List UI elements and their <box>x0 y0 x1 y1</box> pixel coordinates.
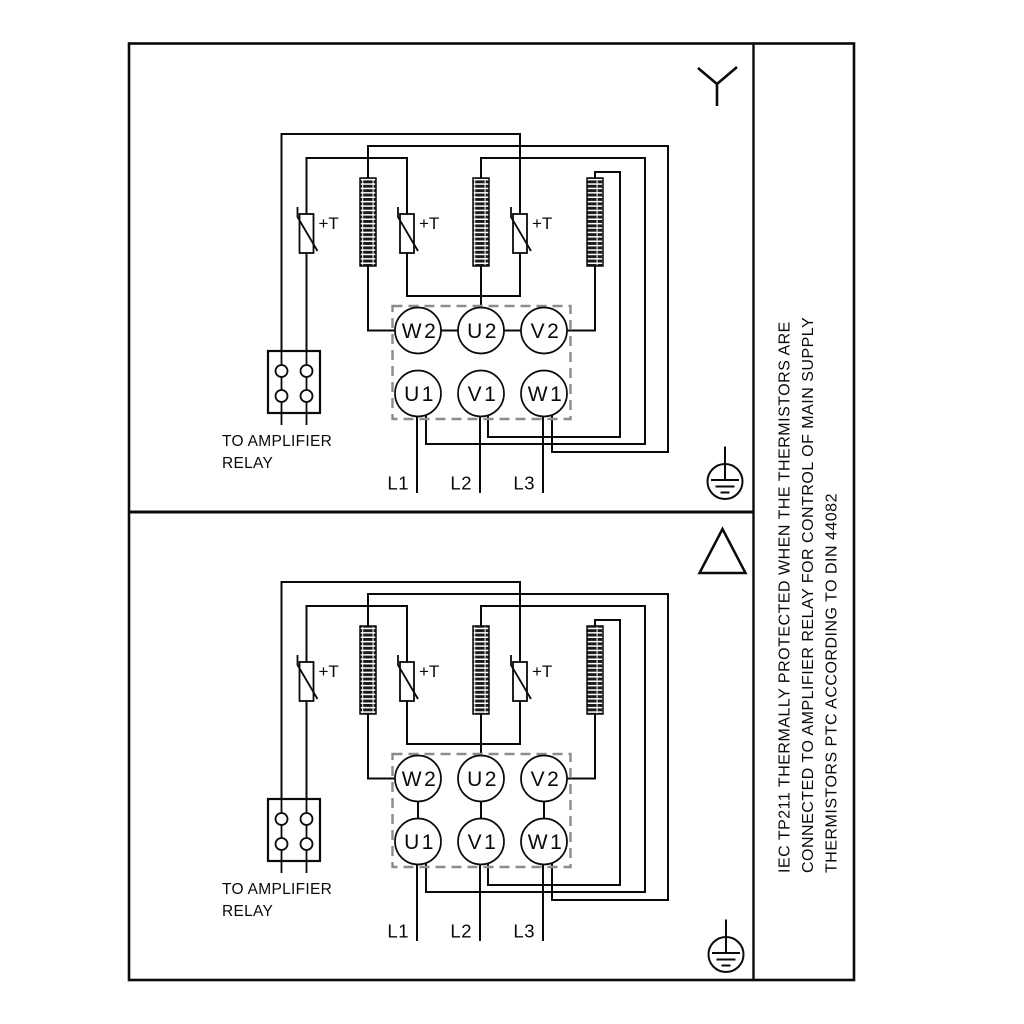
thermistor-label: +T <box>532 214 553 233</box>
terminal-label: V2 <box>530 320 562 343</box>
earth-ground-icon <box>709 920 744 973</box>
supply-line-label-l2: L2 <box>450 920 472 942</box>
thermistor-icon-3 <box>511 207 531 253</box>
terminal-label: V2 <box>530 768 562 791</box>
amplifier-relay-terminals <box>268 351 320 426</box>
star-connection-icon <box>698 67 737 106</box>
terminal-label: W1 <box>527 831 565 854</box>
thermistor-label: +T <box>318 214 339 233</box>
supply-line-label-l1: L1 <box>387 920 409 942</box>
thermistor-icon-2 <box>398 655 418 701</box>
amplifier-relay-terminals <box>268 799 320 874</box>
side-note <box>777 317 841 873</box>
thermistor-icon-1 <box>298 655 318 701</box>
terminal-label: U2 <box>467 320 499 343</box>
terminal-label: V1 <box>467 383 499 406</box>
panel-delta <box>222 529 746 972</box>
thermistor-icon-3 <box>511 655 531 701</box>
motor-winding-3 <box>587 626 603 714</box>
side-note-line3: THERMISTORS PTC ACCORDING TO DIN 44082 <box>823 493 841 873</box>
terminal-label: V1 <box>467 831 499 854</box>
thermistor-icon-1 <box>298 207 318 253</box>
supply-line-label-l1: L1 <box>387 472 409 494</box>
terminal-label: U1 <box>404 831 436 854</box>
delta-connection-icon <box>700 529 746 573</box>
relay-caption-line2: RELAY <box>222 903 274 920</box>
motor-winding-2 <box>473 626 489 714</box>
terminal-label: U2 <box>467 768 499 791</box>
terminal-label: U1 <box>404 383 436 406</box>
supply-line-label-l3: L3 <box>513 472 535 494</box>
terminal-label: W2 <box>401 320 439 343</box>
relay-caption-line1: TO AMPLIFIER <box>222 881 333 898</box>
side-note-line2: CONNECTED TO AMPLIFIER RELAY FOR CONTROL OF MAIN SUPPLY <box>800 316 817 873</box>
earth-ground-icon <box>708 447 743 500</box>
motor-winding-1 <box>360 626 376 714</box>
supply-line-label-l2: L2 <box>450 472 472 494</box>
motor-winding-2 <box>473 178 489 266</box>
thermistor-label: +T <box>419 214 440 233</box>
panel-star <box>222 67 743 499</box>
relay-caption-line2: RELAY <box>222 455 274 472</box>
thermistor-label: +T <box>419 662 440 681</box>
thermistor-label: +T <box>318 662 339 681</box>
supply-line-label-l3: L3 <box>513 920 535 942</box>
thermistor-icon-2 <box>398 207 418 253</box>
terminal-label: W2 <box>401 768 439 791</box>
relay-caption-line1: TO AMPLIFIER <box>222 433 333 450</box>
side-note-line1: IEC TP211 THERMALLY PROTECTED WHEN THE THERMISTORS ARE <box>776 321 794 873</box>
motor-winding-1 <box>360 178 376 266</box>
terminal-label: W1 <box>527 383 565 406</box>
motor-winding-3 <box>587 178 603 266</box>
thermistor-label: +T <box>532 662 553 681</box>
